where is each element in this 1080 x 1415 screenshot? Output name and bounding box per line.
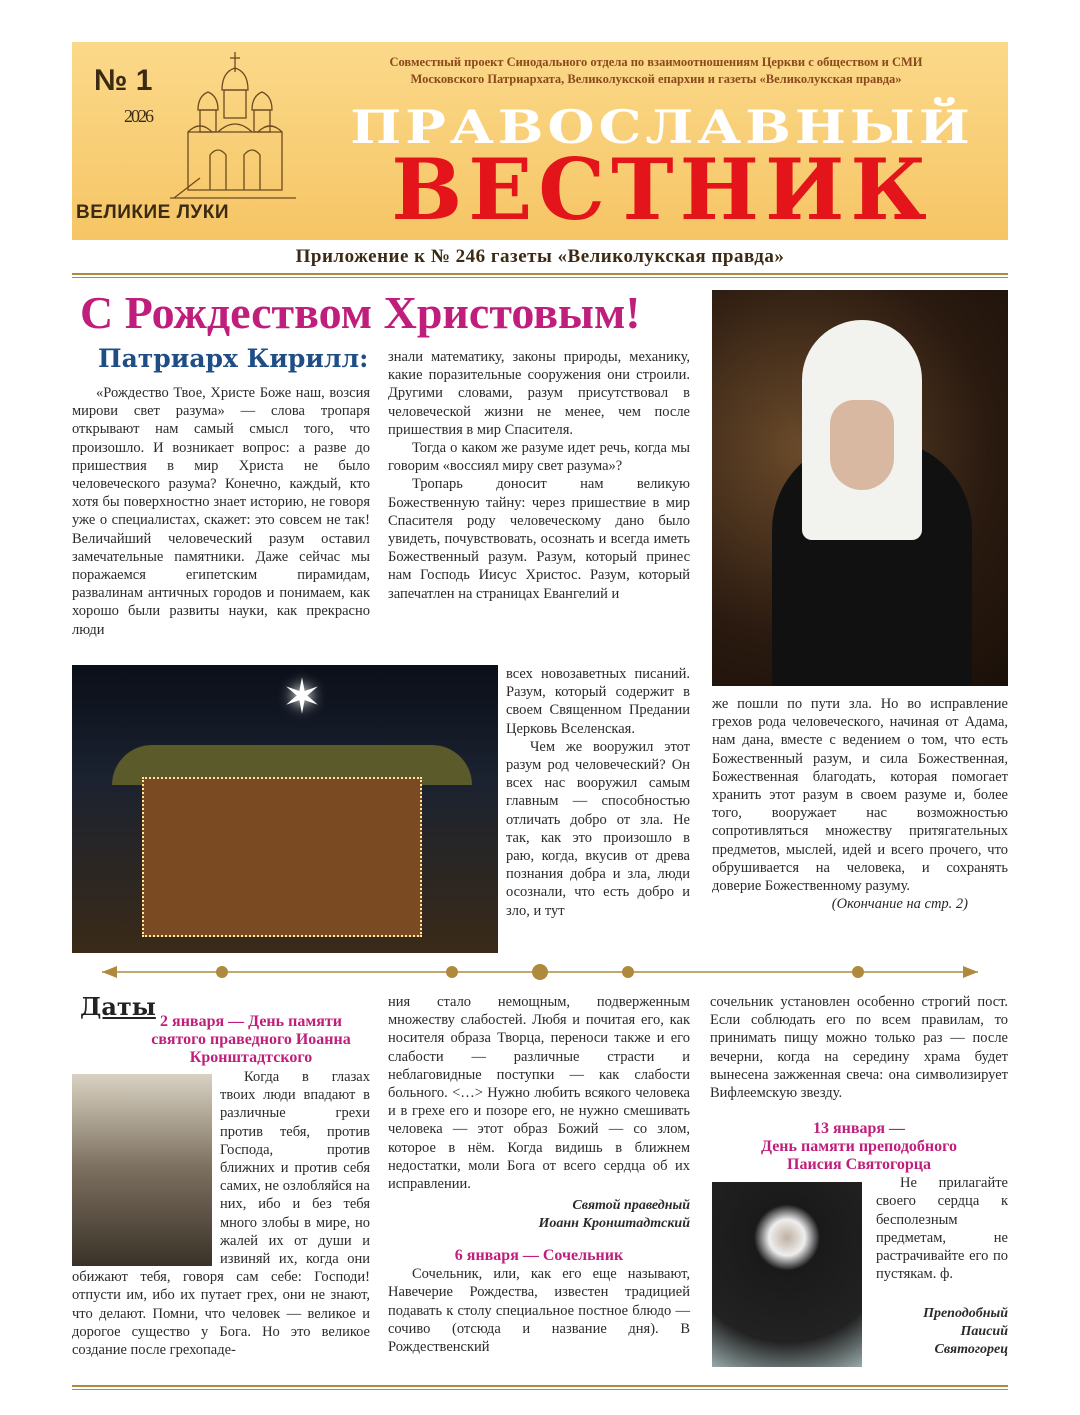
author-heading: Патриарх Кирилл: [98,344,369,373]
signature-line: Паисий [960,1324,1008,1340]
lead-col2-bottom: всех новозаветных писаний. Разум, который содержит в своем Священном Предании Церковь Вселенская. Чем же вооружил этот разум род человеческий? Он всех нас вооружил самым главным — способностью отличать добро от зла. Не так, как это произошло в раю, когда, вкусив от древа познания добра и зла, люди осознали, что есть добро и зло, и тут [506,666,690,919]
signature-line: Иоанн Кронштадтский [538,1216,690,1232]
title-line: Паисия Святогорца [787,1156,931,1174]
headline: С Рождеством Христовым! [80,287,641,338]
project-credits [306,54,1006,88]
church-icon [170,50,300,200]
paisios-photo [712,1182,862,1367]
nativity-scene-photo [72,665,498,953]
jan13-title [710,1120,1008,1174]
city-label: ВЕЛИКИЕ ЛУКИ [76,202,229,223]
jan2-text: Когда в глазах твоих люди впадают в различные грехи против тебя, против Господа, против ближних и против себя самих, не озлобляйся на них, ибо и без тебя много злобы в мире, но жалей их от души и извиняй их, когда они обижают тебя, говоря сам себе: Господи! отпусти им, ибо их путает грех, они не знают, что делают. Помни, что человек — великое и дорогое существо у Бога. Но это великое создание после грехопаде- [72,1069,370,1359]
patriarch-photo [712,290,1008,686]
dates-heading: Даты [80,992,156,1021]
jan6-text-cont: сочельник установлен особенно строгий пост. Если соблюдать его по всем правилам, то принимать пищу можно только раз — после вечерни, когда на середину храма будет вынесена зажженная свеча: она символизирует Вифлеемскую звезду. 13 января — День памяти преподобного Паисия Святогорца Не прилагайте своего сердца к бесполезным предметам, не растрачивайте его по пустякам. ф. Преподобный Паисий Святогорец [710,993,1008,1367]
manger-box [142,777,422,937]
title-top: ПРАВОСЛАВНЫЙ [350,99,974,155]
title-line: День памяти преподобного [761,1138,957,1156]
title-bottom: ВЕСТНИК [391,140,933,239]
title-line: 13 января — [812,1120,906,1138]
masthead [72,42,1008,240]
ioann-kronshtadtsky-photo [72,1074,212,1266]
ornament-divider-icon [72,962,1008,982]
bottom-divider [72,1385,1008,1390]
project-line-2: Московского Патриархата, Великолукской епархии и газеты «Великолукская правда» [410,72,902,86]
continued-note: (Окончание на стр. 2) [831,896,968,913]
face [830,400,894,490]
divider [72,273,1008,278]
issue-year: 2026 [124,106,152,126]
issue-number: № 1 [94,64,153,97]
jan6-title: 6 января — Сочельник [454,1247,624,1265]
jan2-title: 2 января — День памяти святого праведного Иоанна Кронштадтского [151,1013,351,1066]
supplement-line: Приложение к № 246 газеты «Великолукская правда» [295,246,785,267]
star-icon: ✶ [281,671,323,724]
lead-col3: же пошли по пути зла. Но во исправление грехов рода человеческого, начиная от Адама, нам дана, вместе с ведением о том, что есть Божественный разум, и сила Божественная, Божественная благодать, которая помогает хранить этот разум в своем разуме и, более того, вооружает нас возможностью сопротивляться множеству притягательных предметов, мыслей, идей и всего прочего, что обрушивается на человека, и сохранять доверие Божественному разуму. (Окончание на стр. 2) [712,696,1008,913]
signature-line: Преподобный [923,1306,1008,1322]
project-line-1: Совместный проект Синодального отдела по взаимоотношениям Церкви с обществом и СМИ [389,55,923,69]
lead-col2-top: знали математику, законы природы, механику, какие поразительные сооружения они строили. Другими словами, разум присутствовал в человеческой жизни не менее, чем после пришествия в мир Спасителя. Тогда о каком же разуме идет речь, когда мы говорим «воссиял миру свет разума»? Тропарь доносит нам великую Божественную тайну: через пришествие в мир Спасителя роду человеческому дано было увидеть, почувствовать, осознать и всегда иметь Божественный разум. Разум, который принес нам Господь Иисус Христос. Разум, который запечатлен на страницах Евангелий и [388,349,690,602]
signature-line: Святой праведный [572,1198,690,1214]
signature-line: Святогорец [934,1342,1008,1358]
lead-col1: «Рождество Твое, Христе Боже наш, возсия мирови свет разума» — слова тропаря открывают нам самый смысл того, что произошло. И возникает вопрос: а разве до пришествия в мир Христа не было человеческого разума? Конечно, каждый, кто хотя бы поверхностно знает историю, не говоря уже о специалистах, скажет: это совсем не так! Величайший человеческий разум оставил замечательные памятники. Даже сейчас мы поражаемся египетским пирамидам, развалинам античных городов и понимаем, как хорошо были развиты науки, как прекрасно люди [72,385,370,638]
jan2-text-cont: ния стало немощным, подверженным множеству слабостей. Любя и почитая его, как носителя образа Творца, переноси также и его слабости — различные страсти и неблаговидные поступки — как слабости больного. <…> Нужно любить всякого человека и в грехе его и позоре его, не нужно смешивать человека — этот образ Божий — со злом, которое в нём. Когда видишь в ближнем недостатки, моли Бога от всего сердца об их исправлении. Святой праведный Иоанн Кронштадтский 6 января — Сочельник Сочельник, или, как его еще называют, Навечерие Рождества, известен традицией подавать к столу специальное постное блюдо — сочиво (отсюда и название дня). В Рождественский [388,994,690,1356]
